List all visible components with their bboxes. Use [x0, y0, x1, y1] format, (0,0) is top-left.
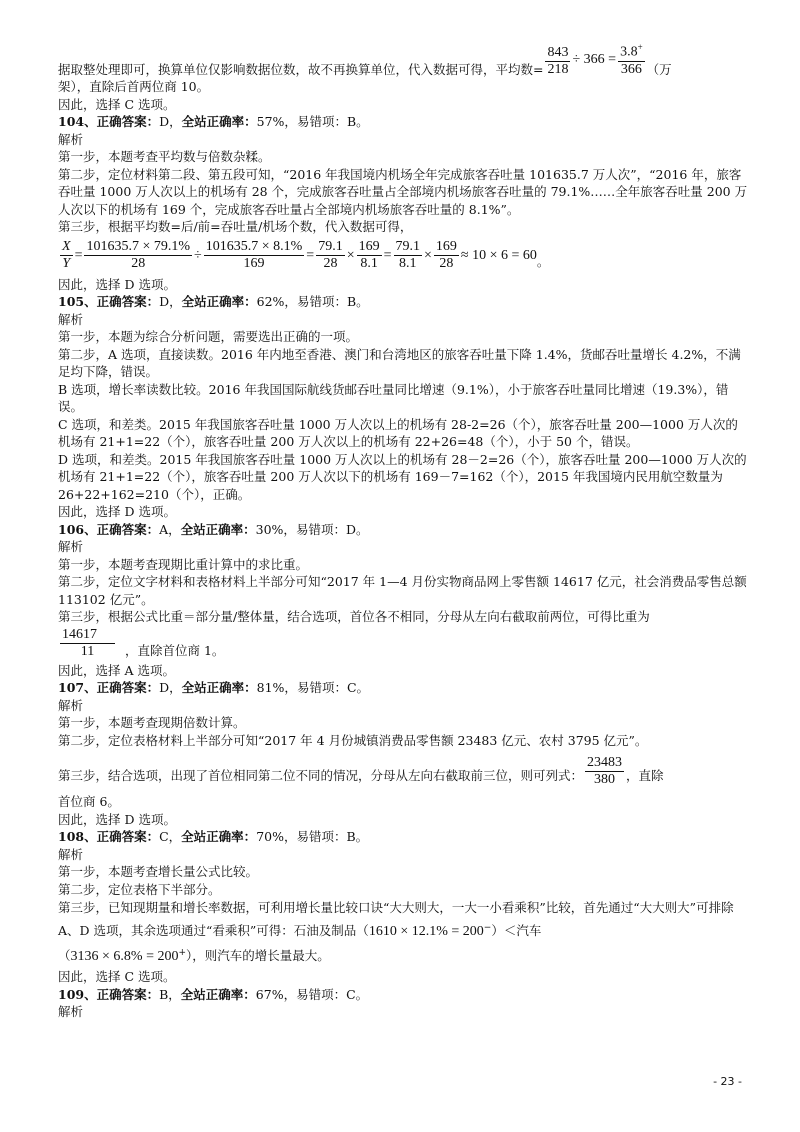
step-1: 第一步，本题考查现期比重计算中的求比重。	[58, 556, 309, 572]
denominator: 169	[243, 256, 265, 271]
denominator: 11	[80, 644, 95, 659]
rate-label: 全站正确率：	[181, 680, 257, 695]
option-a-analysis: 第二步，A 选项，直接读数。2016 年内地至香港、澳门和台湾地区的旅客吞吐量下降 1.4%，货邮吞吐量增长 4.2%，不满足均下降，错误。	[58, 346, 741, 379]
numerator: 169	[435, 239, 457, 254]
superscript: +	[637, 42, 643, 53]
text: 第三步，已知现期量和增长率数据，可利用增长量比较口诀“大大则大，一大一小看乘积”比较，首先通过“大大则大”可排除 A、D 选项，其余选项通过“看乘积”可得：石油及制品（	[58, 900, 734, 939]
q104-formula	[58, 236, 748, 276]
q108-step3	[58, 898, 748, 942]
math-text: 1610 × 12.1% = 200	[368, 924, 484, 940]
fraction	[618, 39, 645, 78]
q109-header	[58, 986, 748, 1004]
answer-label: 109、正确答案：	[58, 986, 160, 1002]
denominator: 28	[439, 256, 454, 271]
answer-value: B，	[159, 986, 181, 1002]
math-text: ×	[424, 247, 432, 263]
numerator: 843	[547, 45, 569, 60]
step-3: 第三步，根据平均数=后/前=吞吐量/机场个数，代入数据可得，	[58, 219, 413, 234]
fraction	[545, 45, 570, 78]
analysis-label: 解析	[58, 697, 84, 713]
rate-label: 全站正确率：	[181, 294, 257, 309]
answer-value: A，	[159, 521, 181, 537]
rate-value: 81%，	[256, 680, 297, 695]
analysis-label: 解析	[58, 131, 84, 147]
numerator: 79.1	[395, 239, 420, 254]
numerator: 14617	[60, 627, 115, 644]
wrong-option: 易错项：B。	[296, 829, 369, 844]
math-text: ≈ 10 × 6 = 60	[460, 247, 537, 263]
q103-conclusion: 因此，选择 C 选项。	[58, 96, 176, 112]
q103-tail-line2: 架），直除后首两位商 10。	[58, 79, 210, 94]
rate-value: 30%，	[255, 521, 296, 537]
q106-fraction-line	[58, 626, 748, 662]
denominator: 366	[620, 62, 642, 77]
fraction	[60, 627, 115, 660]
wrong-option: 易错项：B。	[296, 294, 369, 309]
rate-label: 全站正确率：	[180, 521, 256, 537]
answer-value: D，	[159, 680, 182, 695]
numerator: 101635.7 × 8.1%	[205, 239, 303, 254]
rate-value: 70%，	[256, 829, 297, 844]
superscript: −	[483, 923, 492, 933]
q103-tail-line1	[58, 30, 748, 78]
q106-header	[58, 521, 748, 539]
answer-value: D，	[159, 114, 182, 129]
answer-label: 107、正确答案：	[58, 680, 160, 695]
wrong-option: 易错项：C。	[296, 986, 369, 1002]
text: ，直除首位商 1。	[125, 642, 225, 658]
denominator: 28	[323, 256, 338, 271]
option-d-analysis: D 选项，和差类。2015 年我国旅客吞吐量 1000 万人次以上的机场有 28－2=26（个），旅客吞吐量 200—1000 万人次的机场有 21+1=22（个），旅客吞吐量 200 万人次以下的机场有 169－7=162（个），2015 年我国境内民用航空数量为 26+22+162=210（个），正确。	[58, 451, 747, 502]
text: ，直除	[626, 768, 664, 784]
text: 第三步，结合选项，出现了首位相同第二位不同的情况，分母从左向右截取前三位，则可列式：	[58, 768, 584, 784]
wrong-option: 易错项：D。	[295, 521, 369, 537]
math-text: =	[383, 247, 392, 263]
answer-value: C，	[159, 829, 182, 844]
text: （	[58, 948, 71, 964]
analysis-label: 解析	[58, 539, 84, 554]
denominator: 28	[131, 256, 146, 271]
rate-value: 67%，	[255, 986, 297, 1002]
math-text: ÷ 366 =	[572, 51, 617, 67]
step-2: 第二步，定位表格下半部分。	[58, 881, 221, 897]
step-1: 第一步，本题考查增长量公式比较。	[58, 864, 259, 879]
numerator: 101635.7 × 79.1%	[86, 239, 191, 254]
numerator: 3.8	[620, 45, 638, 60]
numerator: 23483	[587, 754, 623, 770]
q107-conclusion: 因此，选择 D 选项。	[58, 811, 176, 827]
text: 。	[536, 253, 550, 269]
step-3-continued: 首位商 6。	[58, 794, 120, 809]
denominator: 380	[594, 771, 616, 787]
answer-value: D，	[159, 294, 182, 309]
page-number: - 23 -	[713, 1075, 742, 1088]
math-text: 3136 × 6.8% = 200	[70, 949, 179, 965]
q104-header	[58, 113, 748, 131]
numerator: X	[62, 239, 71, 254]
fraction	[585, 755, 624, 788]
denominator: 8.1	[360, 256, 378, 271]
text: 据取整处理即可，换算单位仅影响数据位数，故不再换算单位，代入数据可得，平均数=	[58, 61, 544, 77]
step-2: 第二步，定位文字材料和表格材料上半部分可知“2017 年 1—4 月份实物商品网上零售额 14617 亿元，社会消费品零售总额 113102 亿元”。	[58, 574, 747, 607]
answer-label: 108、正确答案：	[58, 829, 160, 844]
math-text: ×	[346, 247, 355, 263]
denominator: 8.1	[399, 256, 417, 271]
q108-step3-continued	[58, 942, 748, 968]
answer-label: 105、正确答案：	[58, 294, 160, 309]
denominator: Y	[62, 256, 71, 271]
numerator: 169	[358, 239, 380, 254]
q108-header	[58, 828, 748, 846]
q106-conclusion: 因此，选择 A 选项。	[58, 662, 175, 678]
math-text: ÷	[194, 247, 202, 263]
step-1: 第一步，本题考查现期倍数计算。	[58, 715, 246, 730]
step-2: 第二步，定位表格材料上半部分可知“2017 年 4 月份城镇消费品零售额 23483 亿元、农村 3795 亿元”。	[58, 732, 648, 748]
document-page	[58, 30, 748, 1021]
step-3: 第三步，根据公式比重＝部分量/整体量，结合选项，首位各不相同，分母从左向右截取前两位，可得比重为	[58, 609, 650, 624]
rate-value: 62%，	[256, 294, 297, 309]
wrong-option: 易错项：C。	[296, 680, 370, 695]
step-2: 第二步，定位材料第二段、第五段可知，“2016 年我国境内机场全年完成旅客吞吐量 101635.7 万人次”，“2016 年，旅客吞吐量 1000 万人次以上的机场有 28 个，完成旅客吞吐量占全部境内机场旅客吞吐量的 79.1%……全年旅客吞吐量 200 万人次以下的机场有 169 个，完成旅客吞吐量占全部境内机场旅客吞吐量的 8.1%”。	[58, 166, 748, 217]
q107-step3	[58, 749, 748, 793]
analysis-label: 解析	[58, 1004, 84, 1020]
rate-label: 全站正确率：	[181, 829, 257, 844]
q107-header	[58, 679, 748, 697]
step-1: 第一步，本题为综合分析问题，需要选出正确的一项。	[58, 329, 359, 344]
rate-value: 57%，	[256, 114, 297, 129]
math-text: =	[74, 247, 83, 263]
wrong-option: 易错项：B。	[296, 114, 369, 129]
option-b-analysis: B 选项，增长率读数比较。2016 年我国国际航线货邮吞吐量同比增速（9.1%），小于旅客吞吐量同比增速（19.3%），错误。	[58, 381, 729, 414]
rate-label: 全站正确率：	[180, 986, 256, 1002]
answer-label: 106、正确答案：	[58, 521, 160, 537]
numerator: 79.1	[318, 239, 343, 254]
option-c-analysis: C 选项，和差类。2015 年我国旅客吞吐量 1000 万人次以上的机场有 28-2=26（个），旅客吞吐量 200—1000 万人次的机场有 21+1=22（个），旅客吞吐量 200 万人次以上的机场有 22+26=48（个），小于 50 个，错误。	[58, 416, 738, 449]
denominator: 218	[547, 62, 569, 77]
q105-conclusion: 因此，选择 D 选项。	[58, 504, 176, 519]
text: ），则汽车的增长量最大。	[186, 948, 330, 964]
step-1: 第一步，本题考查平均数与倍数杂糅。	[58, 149, 271, 164]
analysis-label: 解析	[58, 311, 84, 327]
math-text: =	[306, 247, 315, 263]
text: （万	[646, 61, 672, 77]
q108-conclusion: 因此，选择 C 选项。	[58, 969, 176, 985]
superscript: +	[178, 948, 187, 959]
answer-label: 104、正确答案：	[58, 114, 160, 129]
q105-header	[58, 293, 748, 311]
q104-conclusion: 因此，选择 D 选项。	[58, 276, 176, 292]
analysis-label: 解析	[58, 846, 84, 862]
rate-label: 全站正确率：	[181, 114, 257, 129]
text: ）＜汽车	[491, 923, 542, 939]
